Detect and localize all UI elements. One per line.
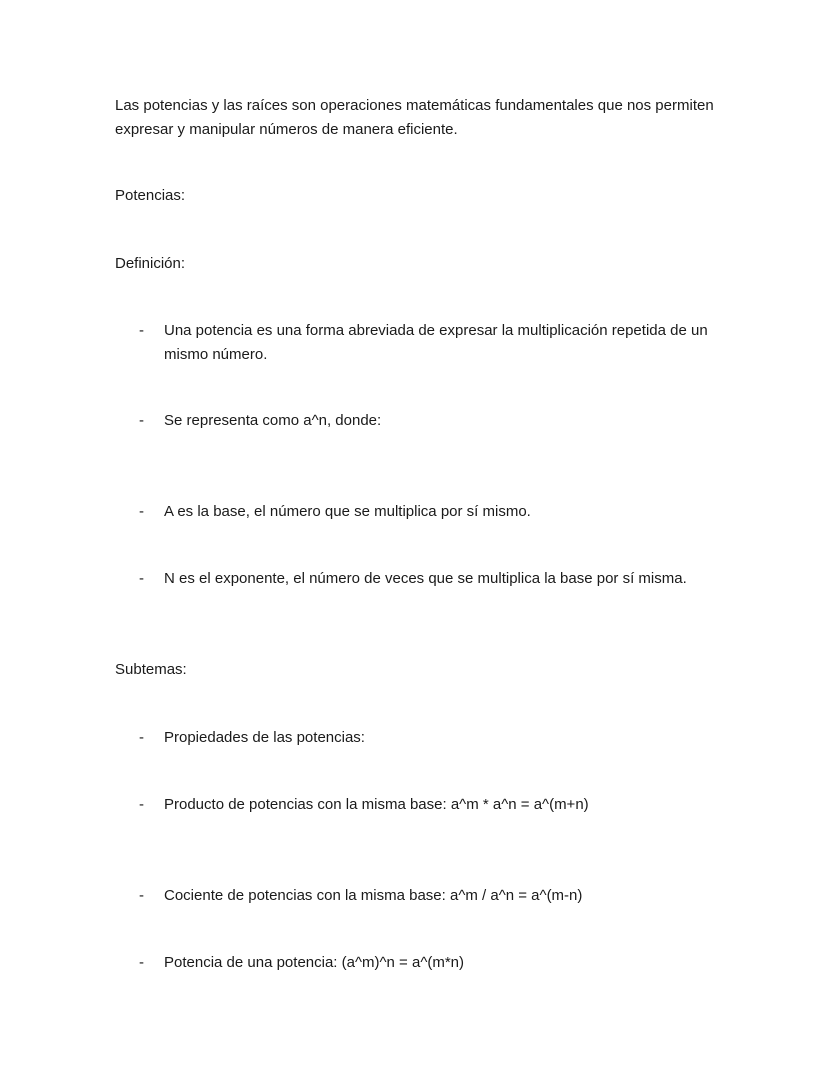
list-item <box>139 726 729 750</box>
bullet-dash: - <box>139 954 144 971</box>
list-item-text: Producto de potencias con la misma base: a^m * a^n = a^(m+n) <box>164 796 589 813</box>
list-item-text: Cociente de potencias con la misma base: a^m / a^n = a^(m-n) <box>164 887 583 904</box>
list-item-text: N es el exponente, el número de veces que se multiplica la base por sí misma. <box>164 570 687 587</box>
list-item <box>139 793 729 817</box>
list-item-text: Potencia de una potencia: (a^m)^n = a^(m*n) <box>164 954 465 971</box>
list-item-text: Se representa como a^n, donde: <box>164 412 382 429</box>
heading-subtemas: Subtemas: <box>115 661 187 678</box>
intro-paragraph: Las potencias y las raíces son operaciones matemáticas fundamentales que nos permiten expresar y manipular números de manera eficiente. <box>115 97 714 138</box>
list-item <box>139 951 729 975</box>
bullet-dash: - <box>139 570 144 587</box>
list-item <box>139 567 729 591</box>
list-item <box>139 319 729 367</box>
bullet-dash: - <box>139 503 144 520</box>
bullet-dash: - <box>139 322 144 339</box>
list-item-text: Propiedades de las potencias: <box>164 729 365 746</box>
heading-definicion: Definición: <box>115 255 186 272</box>
list-item-text: A es la base, el número que se multiplica por sí mismo. <box>164 503 531 520</box>
list-item <box>139 500 729 524</box>
bullet-dash: - <box>139 412 144 429</box>
list-item <box>139 409 729 433</box>
bullet-dash: - <box>139 729 144 746</box>
list-item-text: Una potencia es una forma abreviada de expresar la multiplicación repetida de un mismo número. <box>164 322 708 363</box>
bullet-dash: - <box>139 796 144 813</box>
heading-potencias: Potencias: <box>115 187 186 204</box>
list-item <box>139 884 729 908</box>
bullet-dash: - <box>139 887 144 904</box>
